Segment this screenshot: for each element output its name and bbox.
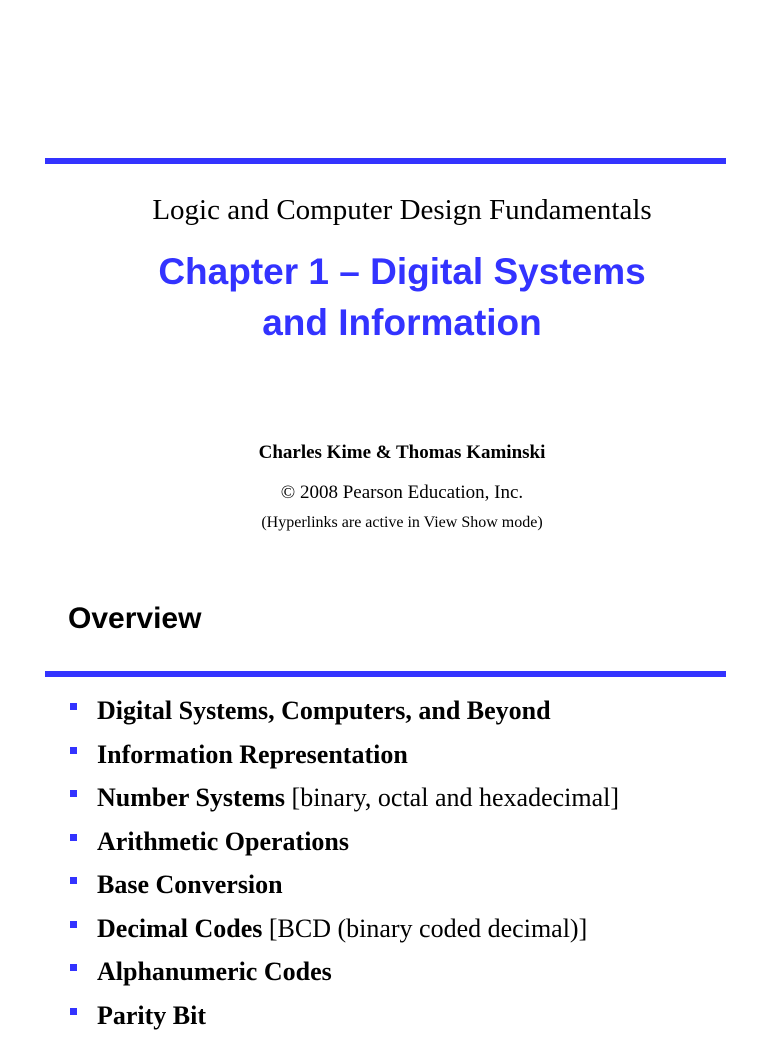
chapter-title: [0, 246, 768, 348]
overview-item-title: Arithmetic Operations: [97, 827, 349, 856]
title-divider-rule: [45, 158, 726, 164]
overview-list: [68, 689, 619, 1037]
overview-item: [68, 994, 619, 1037]
hyperlink-note: (Hyperlinks are active in View Show mode): [0, 513, 768, 533]
square-bullet-icon: [70, 964, 77, 971]
overview-item: [68, 689, 619, 733]
square-bullet-icon: [70, 703, 77, 710]
square-bullet-icon: [70, 790, 77, 797]
overview-item: [68, 950, 619, 994]
overview-item-title: Number Systems: [97, 783, 285, 812]
overview-item-title: Base Conversion: [97, 870, 283, 899]
overview-item-title: Parity Bit: [97, 1001, 206, 1030]
overview-item-detail: [BCD (binary coded decimal)]: [262, 914, 587, 943]
square-bullet-icon: [70, 747, 77, 754]
square-bullet-icon: [70, 834, 77, 841]
overview-item: [68, 733, 619, 777]
chapter-title-line-1: Chapter 1 – Digital Systems: [0, 246, 768, 297]
overview-item-title: Information Representation: [97, 740, 408, 769]
course-title: Logic and Computer Design Fundamentals: [0, 192, 768, 228]
overview-divider-rule: [45, 671, 726, 677]
copyright-notice: © 2008 Pearson Education, Inc.: [0, 481, 768, 505]
overview-item: [68, 907, 619, 951]
authors: Charles Kime & Thomas Kaminski: [0, 441, 768, 465]
overview-item-detail: [binary, octal and hexadecimal]: [285, 783, 619, 812]
square-bullet-icon: [70, 1008, 77, 1015]
overview-item-title: Digital Systems, Computers, and Beyond: [97, 696, 551, 725]
overview-item: [68, 863, 619, 907]
overview-item: [68, 776, 619, 820]
overview-item: [68, 820, 619, 864]
overview-item-title: Alphanumeric Codes: [97, 957, 332, 986]
overview-heading: Overview: [68, 600, 201, 638]
overview-item-title: Decimal Codes: [97, 914, 262, 943]
square-bullet-icon: [70, 921, 77, 928]
chapter-title-line-2: and Information: [0, 297, 768, 348]
square-bullet-icon: [70, 877, 77, 884]
